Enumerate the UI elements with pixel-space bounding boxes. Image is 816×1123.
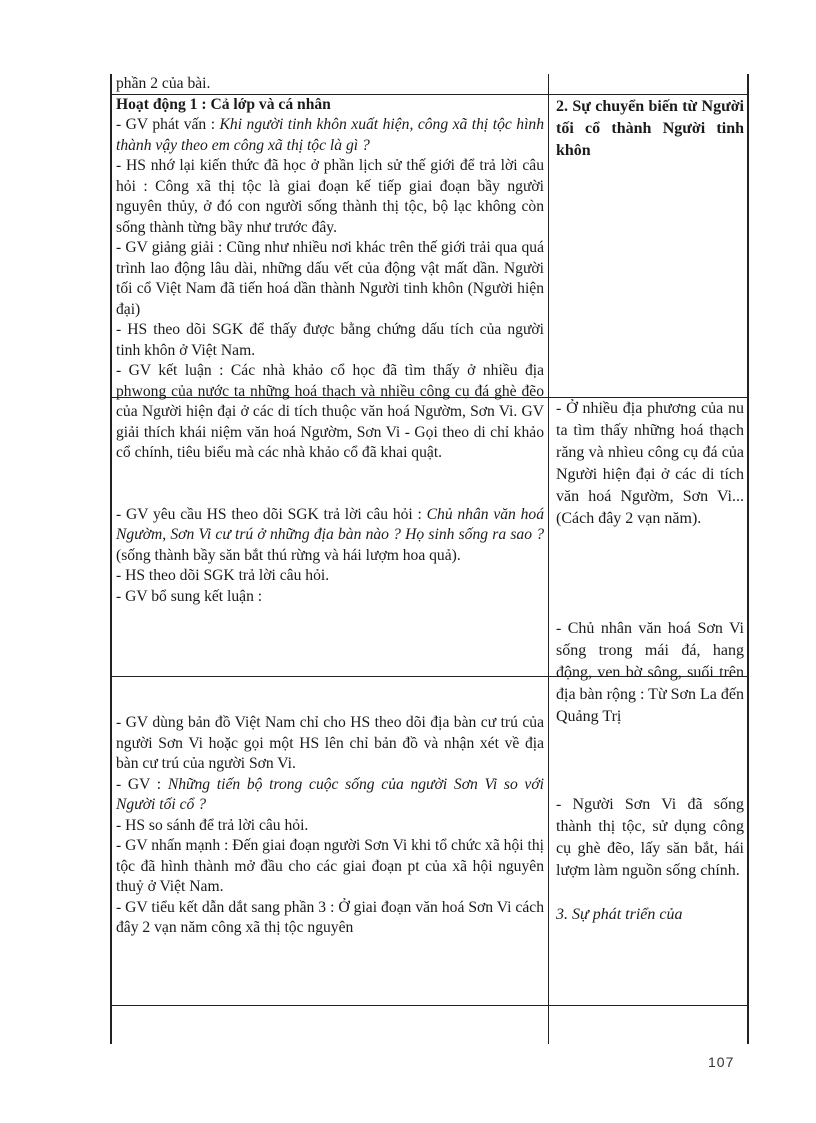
paragraph: - HS theo dõi SGK trả lời câu hỏi. (116, 567, 330, 584)
paragraph: - HS nhớ lại kiến thức đã học ở phần lịch sử thế giới để trả lời câu hỏi : Công xã thị tộc là giai đoạn kế tiếp giai đoạn bầy người nguyên thủy, ở đó con người sống thành thị tộc, bộ lạc không còn sống thành từng bầy như trước đây. (116, 157, 544, 236)
spacer (116, 464, 544, 505)
question-text: Những tiến bộ trong cuộc sống của người Sơn Vi so với Người tối cổ ? (116, 775, 544, 813)
text: - GV phát vấn : (116, 116, 220, 133)
paragraph: - Người Sơn Vi đã sống thành thị tộc, sử dụng công cụ ghè đẽo, lấy săn bắt, hái lượm làm nguồn sống chính. (556, 796, 744, 879)
activity-heading: Hoạt động 1 : Cả lớp và cá nhân (116, 95, 331, 113)
paragraph: - GV bổ sung kết luận : (116, 587, 263, 605)
spacer (556, 162, 744, 398)
spacer (556, 530, 744, 618)
activities-column (116, 74, 544, 939)
column-divider (548, 74, 549, 1044)
paragraph: - GV tiểu kết dẫn dắt sang phần 3 : Ở giai đoạn văn hoá Sơn Vi cách đây 2 vạn năm công xã thị tộc nguyên (116, 898, 544, 936)
table-right-border (747, 74, 749, 1044)
lesson-table (110, 74, 750, 1044)
paragraph (116, 115, 544, 156)
question-text: Chủ nhân văn hoá Ngườm, Sơn Vi cư trú ở những địa bàn nào ? Họ sinh sống ra sao ? (116, 505, 544, 543)
paragraph: - HS so sánh để trả lời câu hỏi. (116, 816, 309, 834)
paragraph: - HS theo dõi SGK để thấy được bằng chứng dấu tích của người tinh khôn ở Việt Nam. (116, 321, 544, 359)
spacer (556, 728, 744, 794)
row-divider (548, 1005, 748, 1006)
content-column (556, 74, 744, 926)
text: (sống thành bầy săn bắt thú rừng và hái lượm hoa quả). (116, 546, 461, 564)
text: - GV : (116, 775, 168, 793)
row-divider (110, 1005, 548, 1006)
paragraph: - GV giảng giải : Cũng như nhiều nơi khác trên thế giới trải qua quá trình lao động lâu dài, những dấu vết của động vật mất dần. Người tối cổ Việt Nam đã tiến hoá dần thành Người tinh khôn (Người hiện đại) (116, 239, 544, 318)
paragraph (116, 775, 544, 816)
section-heading: 3. Sự phát triển của (556, 906, 683, 923)
page-number: 107 (708, 1054, 735, 1070)
text: - GV yêu cầu HS theo dõi SGK trả lời câu hỏi : (116, 505, 427, 523)
spacer (116, 607, 544, 713)
spacer (556, 74, 744, 96)
paragraph: - GV dùng bản đồ Việt Nam chỉ cho HS theo dõi địa bàn cư trú của người Sơn Vi hoặc gọi một HS lên chỉ bản đồ và nhận xét về địa bàn cư trú của người Sơn Vi. (116, 714, 544, 772)
section-heading: 2. Sự chuyển biến từ Người tối cổ thành Người tinh khôn (556, 98, 744, 159)
paragraph (116, 505, 544, 567)
paragraph: - Chủ nhân văn hoá Sơn Vi sống trong mái đá, hang động, ven bờ sông, suối trên địa bàn rộng : Từ Sơn La đến Quảng Trị (556, 620, 744, 725)
table-left-border (110, 74, 112, 1044)
paragraph: - GV nhấn mạnh : Đến giai đoạn người Sơn Vi khi tổ chức xã hội thị tộc đã hình thành mở đầu cho các giai đoạn pt của xã hội nguyên thuỷ ở Việt Nam. (116, 837, 544, 895)
question-text: Khi người tinh khôn xuất hiện, công xã thị tộc hình thành vậy theo em công xã thị tộc là gì ? (116, 116, 544, 154)
spacer (556, 882, 744, 904)
paragraph: - GV kết luận : Các nhà khảo cổ học đã tìm thấy ở nhiều địa phwong của nước ta những hoá thạch và nhiều công cụ đá ghè đẽo của Người hiện đại ở các di tích thuộc văn hoá Ngườm, Sơn Vi. GV giải thích khái niệm văn hoá Ngườm, Sơn Vi - Gọi theo di chỉ khảo cổ chính, tiêu biểu mà các nhà khảo cổ đã khai quật. (116, 362, 544, 461)
paragraph: - Ở nhiều địa phương của nu ta tìm thấy những hoá thạch răng và nhìeu công cụ đá của Người hiện đại ở các di tích văn hoá Ngườm, Sơn Vi... (Cách đây 2 vạn năm). (556, 400, 744, 527)
paragraph: phần 2 của bài. (116, 75, 211, 92)
